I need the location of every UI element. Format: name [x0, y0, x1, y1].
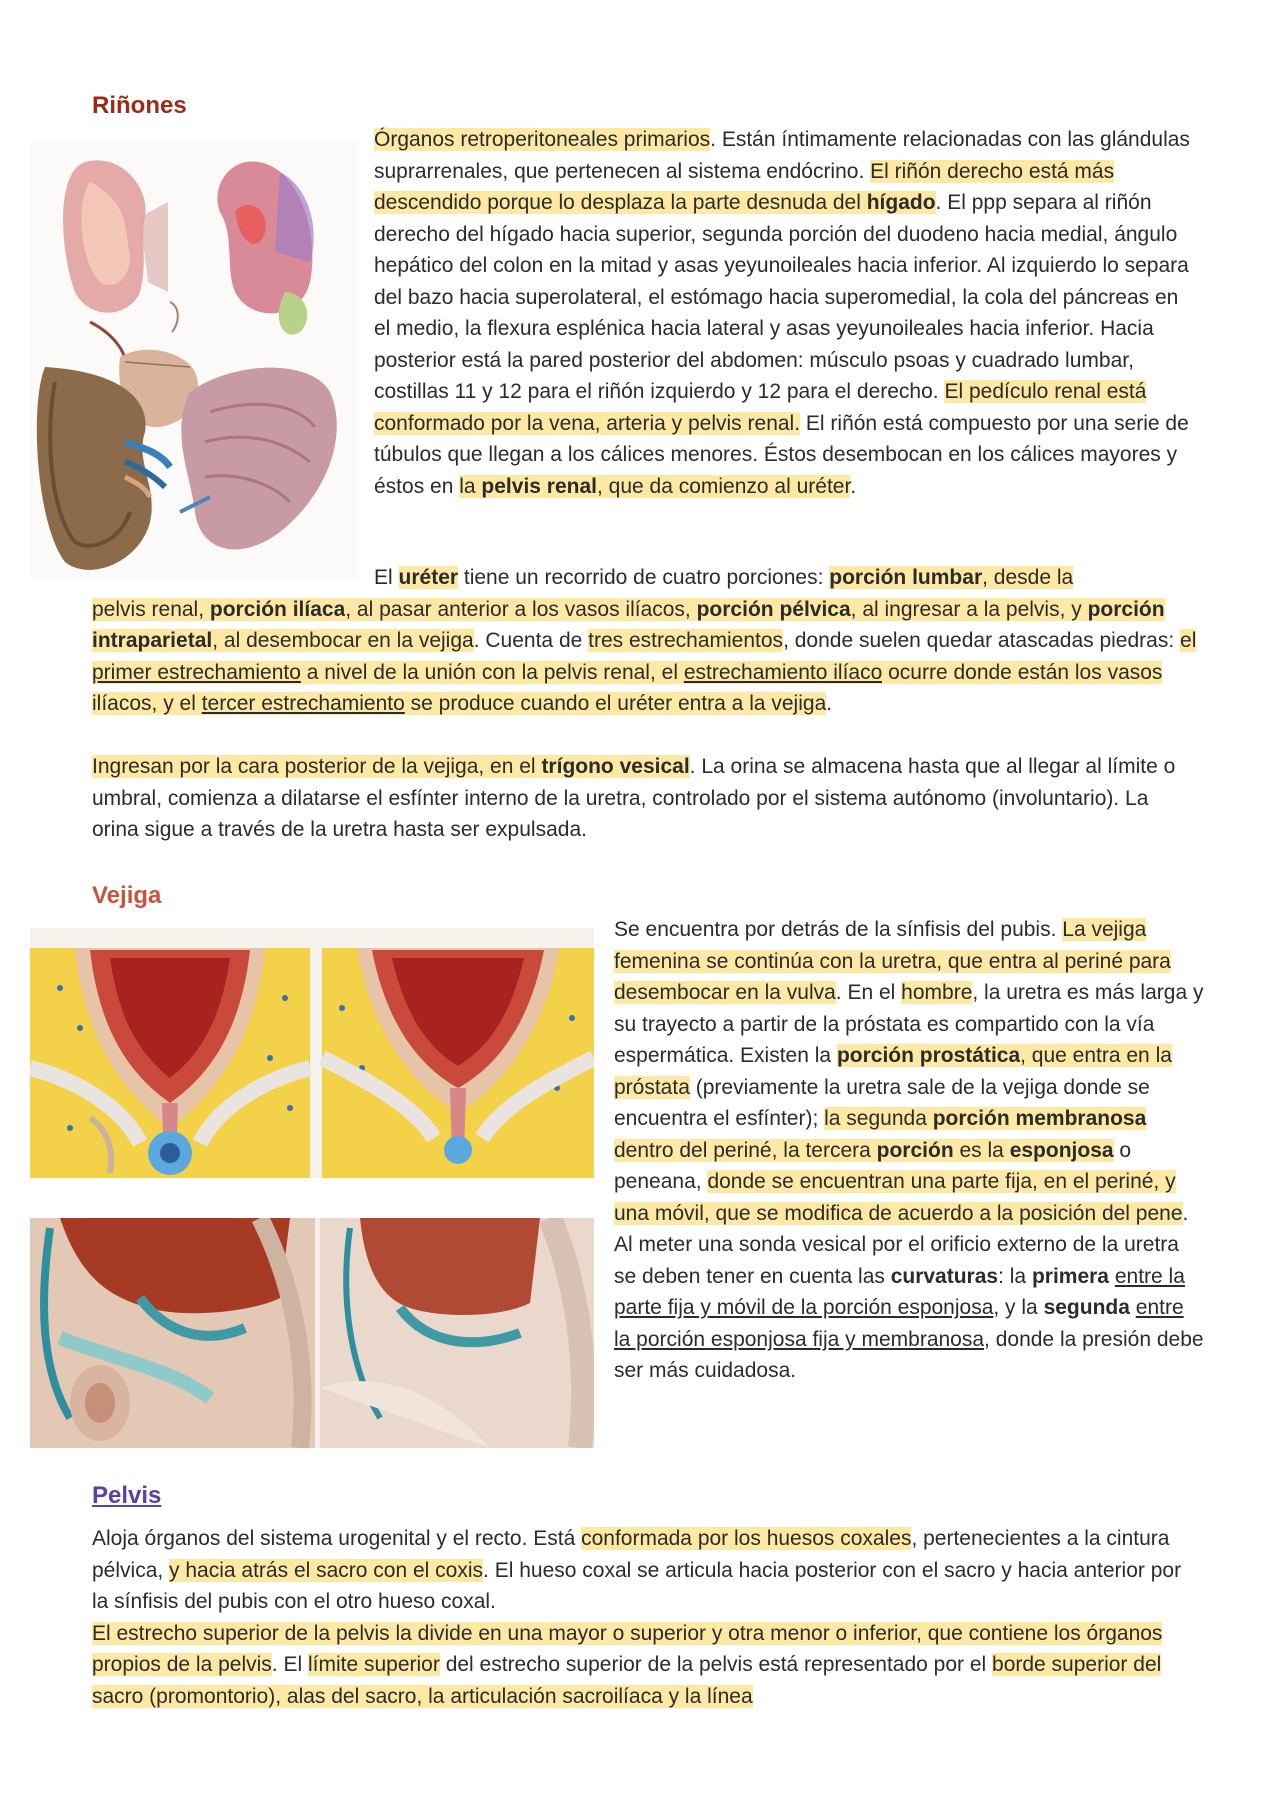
text-run: pelvis renal, — [92, 597, 210, 621]
text-run: El riñón derecho está más descendido porque lo desplaza la parte desnuda del — [374, 159, 1115, 214]
text-run: El riñón está compuesto por una serie de túbulos que llegan a los cálices menores. Éstos desembocan en los cálices mayores y éstos en — [374, 411, 1189, 498]
rinones-paragraph-3 — [92, 751, 1182, 846]
text-run: , al ingresar a la pelvis, y — [850, 597, 1088, 621]
text-run: el — [1180, 629, 1197, 652]
text-run: hígado — [866, 191, 936, 214]
text-run: es — [953, 1138, 988, 1162]
text-run: porción membranosa — [932, 1107, 1147, 1130]
text-run: Ingresan por la cara posterior de la vejiga, en el — [92, 755, 542, 778]
text-run: La vejiga femenina se continúa con la uretra, que entra al periné para desembocar en la vulva — [614, 918, 1171, 1004]
pelvis-paragraph-1 — [92, 1523, 1202, 1618]
bladder-frontal-illustration — [30, 928, 594, 1178]
text-run: o peneana, — [614, 1138, 1132, 1193]
rinones-paragraph-2-intro — [374, 562, 1194, 594]
text-run: . El — [271, 1653, 308, 1676]
text-run: , que da comienzo al uréter — [596, 474, 851, 498]
text-run: Órganos retroperitoneales primarios — [374, 128, 711, 151]
text-run: hombre — [901, 981, 973, 1004]
text-run: tres estrechamientos — [588, 629, 784, 652]
text-run: borde superior del sacro (promontorio), alas del sacro, la articulación sacroilíaca y la línea — [92, 1653, 1162, 1708]
text-run: dentro del periné, la tercera — [614, 1138, 877, 1162]
text-run: donde se encuentran una parte fija, en el periné, y una móvil, que se modifica de acuerdo a la posición del pene — [614, 1170, 1183, 1225]
text-run: porción prostática — [836, 1044, 1021, 1067]
text-run: . — [826, 692, 833, 715]
text-run: la — [459, 474, 482, 498]
text-run: porción intraparietal — [92, 597, 1165, 652]
text-run: conformada por los huesos coxales — [581, 1527, 912, 1550]
pelvis-paragraph-2 — [92, 1618, 1202, 1713]
text-run: . Cuenta de — [473, 629, 589, 652]
text-run: estrechamiento ilíaco — [683, 660, 883, 684]
text-run: . La orina se almacena hasta que al llegar al límite o umbral, comienza a dilatarse el esfínter interno de la uretra, controlado por el sistema autónomo (involuntario). La orina sigue a través de la uretra hasta ser expulsada. — [92, 755, 1176, 841]
text-run: entre la parte fija y móvil de la porción esponjosa — [614, 1264, 1185, 1319]
text-run: . — [850, 474, 857, 498]
rinones-paragraph-2 — [92, 594, 1202, 720]
text-run: segunda — [1043, 1296, 1130, 1319]
section-title-pelvis: Pelvis — [92, 1482, 162, 1509]
text-run: porción lumbar — [829, 566, 983, 589]
text-run: : la — [998, 1264, 1032, 1288]
text-run: . Están íntimamente relacionadas con las glándulas suprarrenales, que pertenecen al sistema endócrino. — [374, 128, 1190, 183]
text-run: tiene un recorrido de cuatro porciones: — [458, 566, 830, 589]
text-run: porción — [876, 1138, 954, 1162]
text-run: . El hueso coxal se articula hacia posterior con el sacro y hacia anterior por la sínfisis del pubis con el otro hueso coxal. — [92, 1558, 1182, 1613]
text-run: . En el — [835, 981, 902, 1004]
text-run: . El ppp separa al riñón derecho del hígado hacia superior, segunda porción del duodeno hacia medial, ángulo hepático del colon en la mitad y asas yeyunoileales hacia inferior. Al izquierdo lo separa del bazo hacia superolateral, el estómago hacia superomedial, la cola del páncreas en el medio, la flexura esplénica hacia lateral y asas yeyunoileales hacia inferior. Hacia posterior está la pared posterior del abdomen: músculo psoas y cuadrado lumbar, costillas 11 y 12 para el riñón izquierdo y 12 para el derecho. — [374, 191, 1189, 403]
rinones-paragraph-1 — [374, 124, 1198, 502]
text-run: curvaturas — [890, 1264, 999, 1288]
text-run: , donde suelen quedar atascadas piedras: — [783, 629, 1181, 652]
text-run: , pertenecientes a la cintura pélvica, — [92, 1527, 1170, 1582]
section-title-vejiga: Vejiga — [92, 882, 162, 909]
text-run: , que entra en la próstata — [614, 1044, 1172, 1099]
text-run: primer estrechamiento — [92, 660, 301, 684]
text-run: , la uretra es más larga y su trayecto a partir de la próstata es compartido con la vía espermática. Existen la — [614, 981, 1204, 1067]
text-run: , al desembocar en la vejiga — [212, 629, 474, 652]
text-run: la segunda — [824, 1107, 933, 1130]
text-run: ocurre donde están los vasos ilíacos, y el — [92, 660, 1163, 715]
text-run: (previamente la uretra sale de la vejiga donde se encuentra el esfínter); — [614, 1075, 1150, 1130]
text-run: , desde la — [982, 566, 1074, 589]
text-run: Aloja órganos del sistema urogenital y el recto. Está — [92, 1527, 582, 1550]
text-run: tercer estrechamiento — [201, 692, 405, 715]
text-run: El pedículo renal está conformado por la vena, arteria y pelvis renal. — [374, 380, 1147, 435]
text-run: , donde la presión debe ser más cuidadosa. — [614, 1327, 1204, 1382]
text-run: El estrecho superior de la pelvis la divide en una mayor o superior y otra menor o inferior, que contiene los órganos propios de la pelvis — [92, 1621, 1163, 1676]
text-run: . Al meter una sonda vesical por el orificio externo de la uretra se deben tener en cuenta las — [614, 1201, 1189, 1288]
text-run: primera — [1031, 1264, 1109, 1288]
text-run: porción pélvica — [696, 597, 851, 621]
text-run: , al pasar anterior a los vasos ilíacos, — [345, 597, 697, 621]
text-run: , y la — [993, 1296, 1044, 1319]
text-run: límite superior — [307, 1653, 440, 1676]
bladder-sagittal-illustration — [30, 1218, 594, 1448]
text-run: Se encuentra por detrás de la sínfisis del pubis. — [614, 918, 1063, 941]
text-run: esponjosa — [1009, 1138, 1114, 1162]
text-run: porción ilíaca — [209, 597, 346, 621]
text-run: a nivel de la unión con la pelvis renal, el — [300, 660, 684, 684]
text-run: del estrecho superior de la pelvis está representado por el — [439, 1653, 993, 1676]
text-run: uréter — [398, 566, 459, 589]
kidney-illustration — [30, 142, 358, 578]
vejiga-paragraph-1 — [614, 914, 1204, 1387]
text-run: pelvis renal — [481, 474, 597, 498]
text-run: trígono vesical — [541, 755, 690, 778]
text-run: entre la porción esponjosa fija y membranosa — [614, 1296, 1184, 1351]
text-run: la — [987, 1138, 1010, 1162]
section-title-rinones: Riñones — [92, 92, 187, 119]
text-run: El — [374, 566, 399, 589]
text-run: y hacia atrás el sacro con el coxis — [169, 1558, 484, 1582]
text-run: se produce cuando el uréter entra a la vejiga — [404, 692, 827, 715]
